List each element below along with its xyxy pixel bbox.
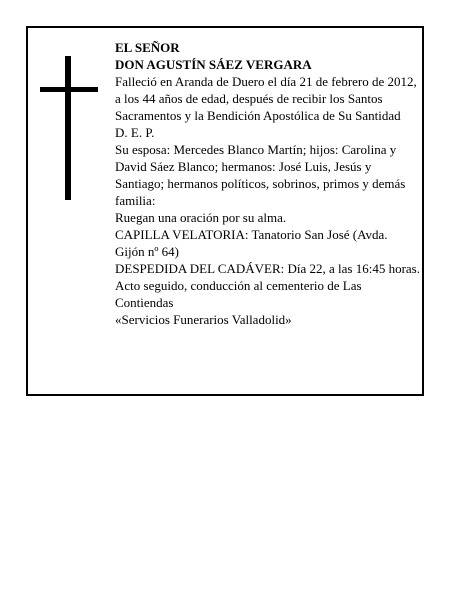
obituary-notice xyxy=(26,26,424,396)
farewell-info: DESPEDIDA DEL CADÁVER: Día 22, a las 16:45 horas. Acto seguido, conducción al cementerio de Las Contiendas xyxy=(115,261,420,310)
notice-text xyxy=(115,39,420,328)
dep-line: D. E. P. xyxy=(115,125,155,140)
funeral-home: «Servicios Funerarios Valladolid» xyxy=(115,312,292,327)
cross-icon xyxy=(40,56,98,200)
cross-vertical-bar xyxy=(65,56,71,200)
prayer-request: Ruegan una oración por su alma. xyxy=(115,210,287,225)
cross-horizontal-bar xyxy=(40,87,98,92)
deceased-name: DON AGUSTÍN SÁEZ VERGARA xyxy=(115,57,312,72)
chapel-info: CAPILLA VELATORIA: Tanatorio San José (Avda. Gijón nº 64) xyxy=(115,227,388,259)
family-list: Su esposa: Mercedes Blanco Martín; hijos: Carolina y David Sáez Blanco; hermanos: José Luis, Jesús y Santiago; hermanos políticos, sobrinos, primos y demás familia: xyxy=(115,142,406,208)
deceased-title: EL SEÑOR xyxy=(115,40,180,55)
death-info: Falleció en Aranda de Duero el día 21 de febrero de 2012, a los 44 años de edad, después de recibir los Santos Sacramentos y la Bendición Apostólica de Su Santidad xyxy=(115,74,417,123)
